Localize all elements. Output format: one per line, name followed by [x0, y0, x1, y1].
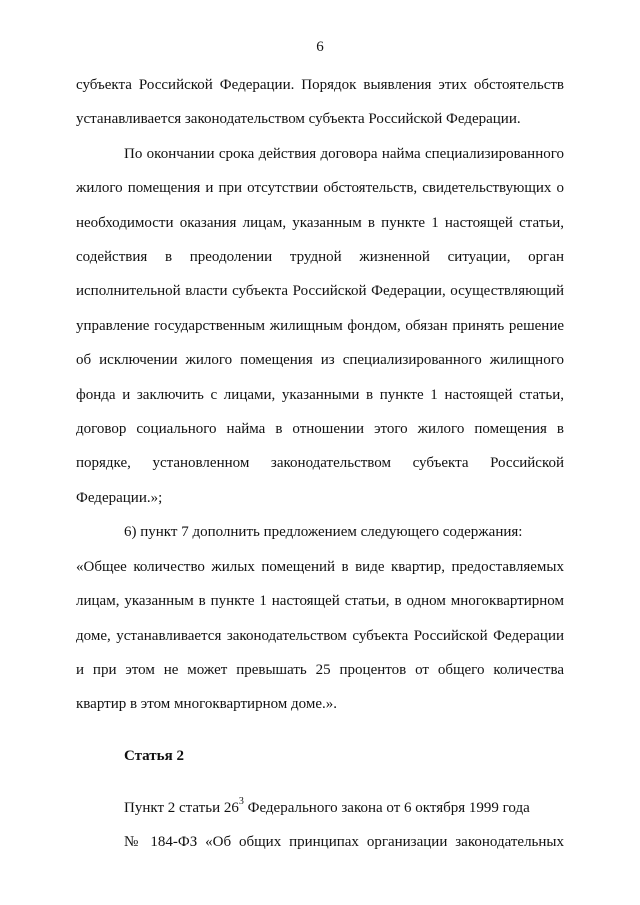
- article-2-last-line: № 184-ФЗ «Об общих принципах организации законодательных: [124, 833, 564, 850]
- paragraph-item-6: 6) пункт 7 дополнить предложением следующего содержания:: [124, 524, 523, 541]
- article-superscript: 3: [238, 795, 244, 807]
- page-number: 6: [316, 39, 324, 55]
- article-2-text-continued: Федерального закона от 6 октября 1999 года: [243, 799, 530, 816]
- paragraph-contract-termination: По окончании срока действия договора найма специализированного жилого помещения и при отсутствии обстоятельств, свидетельствующих о необходимости оказания лицам, указанным в пункте 1 настоящей статьи, содействия в преодолении трудной жизненной ситуации, орган исполнительной власти субъекта Российской Федерации, осуществляющий управление государственным жилищным фондом, обязан принять решение об исключении жилого помещения из специализированного жилищного фонда и заключить с лицами, указанными в пункте 1 настоящей статьи, договор социального найма в отношении этого жилого помещения в порядке, установленном законодательством субъекта Российской Федерации.»;: [76, 145, 564, 506]
- document-body: [76, 68, 564, 859]
- article-heading: Статья 2: [124, 747, 184, 764]
- paragraph-continuation: субъекта Российской Федерации. Порядок выявления этих обстоятельств устанавливается законодательством субъекта Российской Федерации.: [76, 77, 564, 128]
- paragraph-quote-apartments: «Общее количество жилых помещений в виде квартир, предоставляемых лицам, указанным в пункте 1 настоящей статьи, в одном многоквартирном доме, устанавливается законодательством субъекта Российской Федерации и при этом не может превышать 25 процентов от общего количества квартир в этом многоквартирном доме.».: [76, 558, 564, 713]
- paragraph-article-2: [76, 791, 564, 860]
- article-2-text-start: Пункт 2 статьи 26: [124, 799, 239, 816]
